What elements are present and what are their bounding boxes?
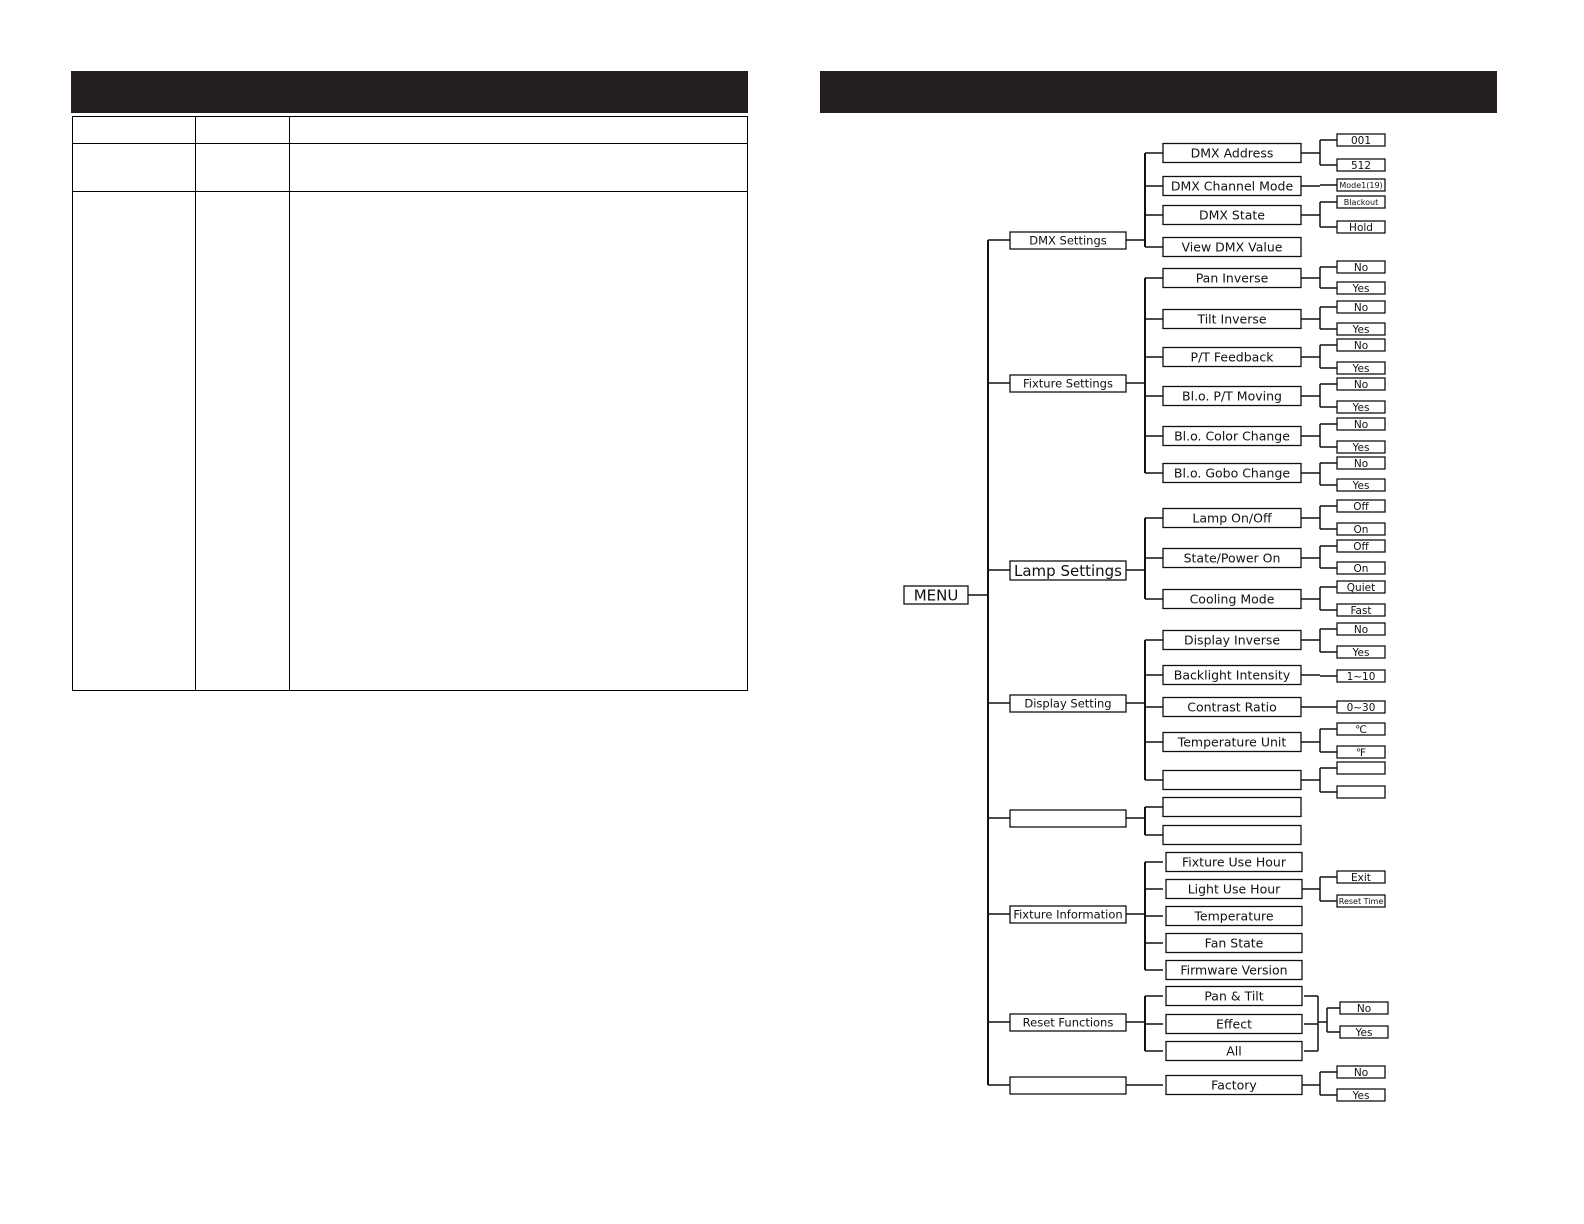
option-1-2-0-label: No bbox=[1353, 339, 1369, 352]
option-5-1-1-label: Reset Time bbox=[1338, 896, 1384, 906]
option-0-2-1-label: Hold bbox=[1349, 221, 1373, 234]
submenu-item-4-1-box bbox=[1163, 826, 1301, 845]
option-2-2-0-label: Quiet bbox=[1346, 581, 1376, 594]
option-2-0-0 bbox=[1337, 500, 1385, 513]
submenu-item-1-5-label: Bl.o. Gobo Change bbox=[1173, 465, 1291, 481]
submenu-item-0-2-label: DMX State bbox=[1198, 207, 1266, 223]
option-7-0-1 bbox=[1337, 1089, 1385, 1102]
submenu-item-5-0-label: Fixture Use Hour bbox=[1182, 854, 1286, 870]
submenu-item-5-2 bbox=[1166, 907, 1302, 926]
submenu-item-1-3 bbox=[1163, 387, 1301, 406]
submenu-item-2-1 bbox=[1163, 549, 1301, 568]
submenu-item-5-0 bbox=[1166, 853, 1302, 872]
option-7-0-1-label: Yes bbox=[1352, 1089, 1370, 1102]
option-2-1-0-label: Off bbox=[1353, 540, 1369, 553]
option-2-2-0 bbox=[1337, 581, 1385, 594]
option-3-4-1 bbox=[1337, 786, 1385, 798]
submenu-item-4-0-box bbox=[1163, 798, 1301, 817]
option-3-2-0 bbox=[1337, 701, 1385, 714]
submenu-item-1-1 bbox=[1163, 310, 1301, 329]
option-5-1-1 bbox=[1337, 895, 1385, 907]
menu-root bbox=[904, 586, 968, 604]
submenu-item-3-4 bbox=[1163, 771, 1301, 790]
option-0-2-1 bbox=[1337, 221, 1385, 234]
option-0-1-0-label: Mode1(19) bbox=[1339, 180, 1383, 190]
category-1-label: Fixture Settings bbox=[1023, 376, 1113, 391]
submenu-item-3-1-label: Backlight Intensity bbox=[1173, 667, 1291, 683]
reset-option-0 bbox=[1340, 1002, 1388, 1015]
submenu-item-1-2-label: P/T Feedback bbox=[1190, 349, 1274, 365]
option-1-2-1-label: Yes bbox=[1352, 362, 1370, 375]
option-3-0-0-label: No bbox=[1353, 623, 1369, 636]
submenu-item-3-2-label: Contrast Ratio bbox=[1187, 699, 1277, 715]
option-1-1-1-label: Yes bbox=[1352, 323, 1370, 336]
submenu-item-5-1 bbox=[1166, 880, 1302, 899]
submenu-item-6-0 bbox=[1166, 987, 1302, 1006]
reset-option-1-label: Yes bbox=[1355, 1026, 1373, 1039]
submenu-item-0-0 bbox=[1163, 144, 1301, 163]
submenu-item-3-2 bbox=[1163, 698, 1301, 717]
category-3 bbox=[1010, 695, 1126, 712]
category-5-label: Fixture Information bbox=[1013, 907, 1123, 922]
option-3-4-0-box bbox=[1337, 762, 1385, 774]
submenu-item-1-0-label: Pan Inverse bbox=[1195, 270, 1269, 286]
submenu-item-4-1 bbox=[1163, 826, 1301, 845]
option-1-4-1-label: Yes bbox=[1352, 441, 1370, 454]
option-2-0-1 bbox=[1337, 523, 1385, 536]
option-2-0-0-label: Off bbox=[1353, 500, 1369, 513]
submenu-item-6-0-label: Pan & Tilt bbox=[1204, 988, 1264, 1004]
option-0-2-0-label: Blackout bbox=[1343, 197, 1379, 207]
option-2-1-0 bbox=[1337, 540, 1385, 553]
option-1-4-0 bbox=[1337, 418, 1385, 431]
category-7 bbox=[1010, 1077, 1126, 1094]
submenu-item-0-1 bbox=[1163, 177, 1301, 196]
reset-option-1 bbox=[1340, 1026, 1388, 1039]
option-2-2-1-label: Fast bbox=[1350, 604, 1372, 617]
submenu-item-4-0 bbox=[1163, 798, 1301, 817]
option-1-5-0-label: No bbox=[1353, 457, 1369, 470]
option-1-3-0 bbox=[1337, 378, 1385, 391]
submenu-item-7-0 bbox=[1166, 1076, 1302, 1095]
submenu-item-1-4-label: Bl.o. Color Change bbox=[1174, 428, 1290, 444]
submenu-item-3-0-label: Display Inverse bbox=[1183, 632, 1281, 648]
submenu-item-2-0 bbox=[1163, 509, 1301, 528]
option-1-1-0-label: No bbox=[1353, 301, 1369, 314]
option-1-4-1 bbox=[1337, 441, 1385, 454]
option-1-5-1 bbox=[1337, 479, 1385, 492]
option-1-4-0-label: No bbox=[1353, 418, 1369, 431]
option-0-0-1-label: 512 bbox=[1350, 159, 1372, 172]
option-1-3-1 bbox=[1337, 401, 1385, 414]
option-3-3-1 bbox=[1337, 746, 1385, 759]
submenu-item-1-4 bbox=[1163, 427, 1301, 446]
category-6 bbox=[1010, 1014, 1126, 1031]
option-0-0-1 bbox=[1337, 159, 1385, 172]
submenu-item-5-1-label: Light Use Hour bbox=[1187, 881, 1281, 897]
option-2-1-1-label: On bbox=[1353, 562, 1369, 575]
submenu-item-5-2-label: Temperature bbox=[1194, 908, 1274, 924]
option-3-1-0 bbox=[1337, 670, 1385, 683]
reset-option-0-label: No bbox=[1356, 1002, 1372, 1015]
category-7-box bbox=[1010, 1077, 1126, 1094]
option-1-0-1 bbox=[1337, 282, 1385, 295]
submenu-item-1-1-label: Tilt Inverse bbox=[1197, 311, 1267, 327]
option-1-5-1-label: Yes bbox=[1352, 479, 1370, 492]
category-0-label: DMX Settings bbox=[1029, 233, 1107, 248]
submenu-item-3-3 bbox=[1163, 733, 1301, 752]
option-2-2-1 bbox=[1337, 604, 1385, 617]
option-1-0-0-label: No bbox=[1353, 261, 1369, 274]
submenu-item-1-5 bbox=[1163, 464, 1301, 483]
option-3-2-0-label: 0~30 bbox=[1346, 701, 1376, 714]
submenu-item-6-1-label: Effect bbox=[1216, 1016, 1252, 1032]
submenu-item-6-2-label: All bbox=[1226, 1043, 1242, 1059]
category-6-label: Reset Functions bbox=[1022, 1015, 1114, 1030]
option-2-1-1 bbox=[1337, 562, 1385, 575]
submenu-item-5-4-label: Firmware Version bbox=[1180, 962, 1288, 978]
category-1 bbox=[1010, 375, 1126, 392]
submenu-item-0-2 bbox=[1163, 206, 1301, 225]
option-3-3-0 bbox=[1337, 723, 1385, 736]
submenu-item-2-2 bbox=[1163, 590, 1301, 609]
option-0-0-0 bbox=[1337, 134, 1385, 147]
submenu-item-1-3-label: Bl.o. P/T Moving bbox=[1182, 388, 1282, 404]
category-4 bbox=[1010, 810, 1126, 827]
option-1-1-0 bbox=[1337, 301, 1385, 314]
submenu-item-3-3-label: Temperature Unit bbox=[1177, 734, 1287, 750]
submenu-item-2-1-label: State/Power On bbox=[1183, 550, 1281, 566]
submenu-item-1-2 bbox=[1163, 348, 1301, 367]
option-2-0-1-label: On bbox=[1353, 523, 1369, 536]
option-3-0-0 bbox=[1337, 623, 1385, 636]
submenu-item-2-0-label: Lamp On/Off bbox=[1192, 510, 1272, 526]
submenu-item-7-0-label: Factory bbox=[1211, 1077, 1257, 1093]
option-1-5-0 bbox=[1337, 457, 1385, 470]
option-0-2-0 bbox=[1337, 196, 1385, 208]
option-1-2-1 bbox=[1337, 362, 1385, 375]
option-3-3-1-label: ℉ bbox=[1356, 746, 1366, 759]
option-1-0-0 bbox=[1337, 261, 1385, 274]
submenu-item-5-4 bbox=[1166, 961, 1302, 980]
submenu-item-2-2-label: Cooling Mode bbox=[1189, 591, 1275, 607]
option-3-4-0 bbox=[1337, 762, 1385, 774]
option-3-0-1-label: Yes bbox=[1352, 646, 1370, 659]
submenu-item-5-3 bbox=[1166, 934, 1302, 953]
option-3-1-0-label: 1~10 bbox=[1346, 670, 1376, 683]
submenu-item-3-4-box bbox=[1163, 771, 1301, 790]
option-7-0-0-label: No bbox=[1353, 1066, 1369, 1079]
submenu-item-0-3 bbox=[1163, 238, 1301, 257]
submenu-item-6-1 bbox=[1166, 1015, 1302, 1034]
category-2-label: Lamp Settings bbox=[1014, 561, 1122, 580]
option-1-3-1-label: Yes bbox=[1352, 401, 1370, 414]
submenu-item-6-2 bbox=[1166, 1042, 1302, 1061]
category-4-box bbox=[1010, 810, 1126, 827]
option-7-0-0 bbox=[1337, 1066, 1385, 1079]
category-2 bbox=[1010, 561, 1126, 580]
category-3-label: Display Setting bbox=[1024, 696, 1112, 711]
option-1-3-0-label: No bbox=[1353, 378, 1369, 391]
option-3-3-0-label: ℃ bbox=[1355, 723, 1367, 736]
submenu-item-3-0 bbox=[1163, 631, 1301, 650]
submenu-item-0-1-label: DMX Channel Mode bbox=[1170, 178, 1294, 194]
option-1-1-1 bbox=[1337, 323, 1385, 336]
menu-root-label: MENU bbox=[913, 586, 959, 605]
submenu-item-5-3-label: Fan State bbox=[1204, 935, 1264, 951]
submenu-item-1-0 bbox=[1163, 269, 1301, 288]
category-5 bbox=[1010, 906, 1126, 923]
option-5-1-0-label: Exit bbox=[1351, 871, 1371, 884]
option-1-0-1-label: Yes bbox=[1352, 282, 1370, 295]
option-0-0-0-label: 001 bbox=[1350, 134, 1372, 147]
option-3-4-1-box bbox=[1337, 786, 1385, 798]
option-3-0-1 bbox=[1337, 646, 1385, 659]
option-0-1-0 bbox=[1337, 179, 1385, 191]
submenu-item-3-1 bbox=[1163, 666, 1301, 685]
submenu-item-0-3-label: View DMX Value bbox=[1181, 239, 1283, 255]
option-1-2-0 bbox=[1337, 339, 1385, 352]
category-0 bbox=[1010, 232, 1126, 249]
option-5-1-0 bbox=[1337, 871, 1385, 884]
submenu-item-0-0-label: DMX Address bbox=[1190, 145, 1274, 161]
